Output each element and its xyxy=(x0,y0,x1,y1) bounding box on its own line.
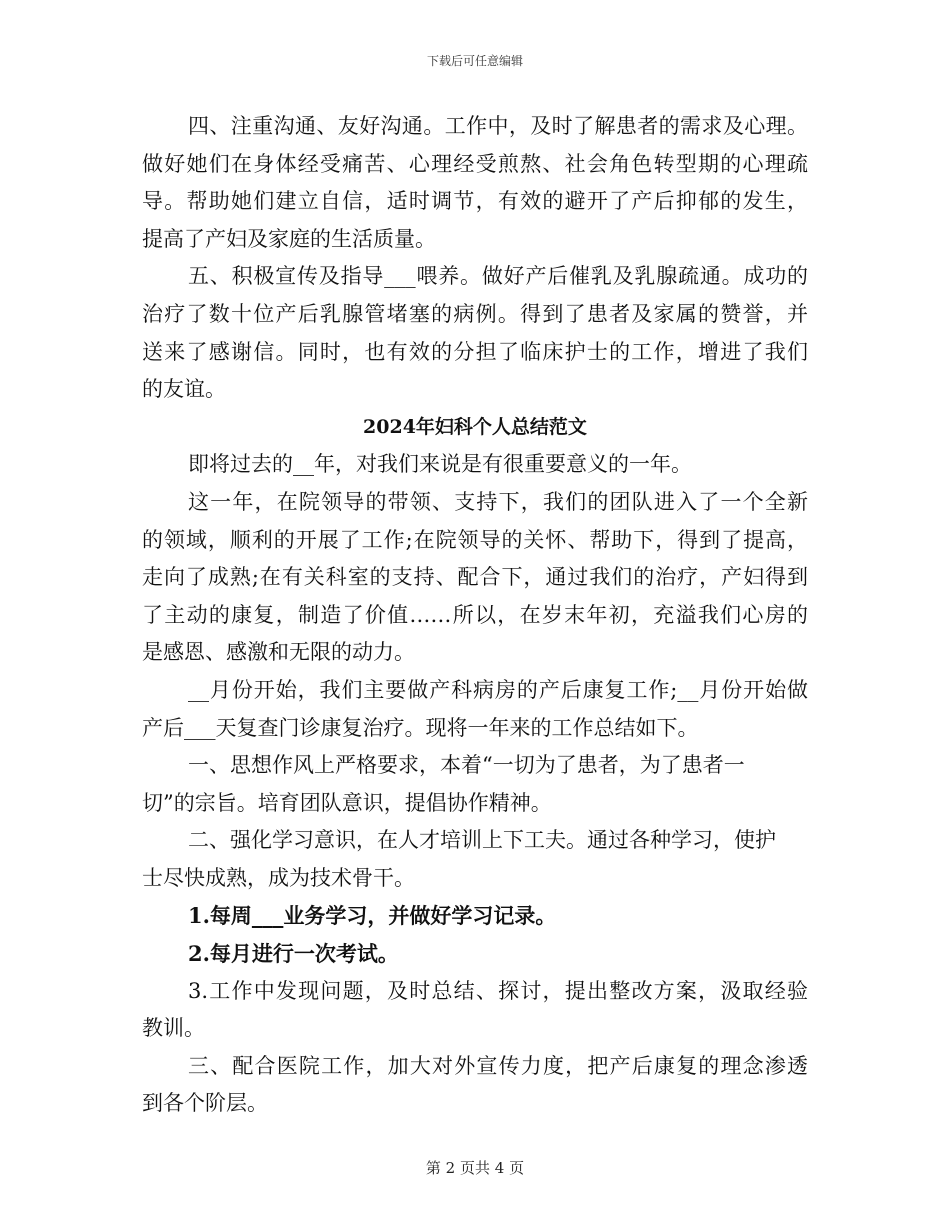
text-line: 提高了产妇及家庭的生活质量。 xyxy=(142,226,436,251)
text-line: 四、注重沟通、友好沟通。工作中，及时了解患者的需求及心理。 xyxy=(188,114,808,138)
text-line: 的友谊。 xyxy=(142,377,226,402)
text-line: 的领域，顺利的开展了工作;在院领导的关怀、帮助下，得到了提高， xyxy=(142,527,808,552)
page-footer: 第 2 页共 4 页 xyxy=(425,1159,525,1177)
text-line: 士尽快成熟，成为技术骨干。 xyxy=(142,865,415,890)
text-line: 五、积极宣传及指导___喂养。做好产后催乳及乳腺疏通。成功的 xyxy=(188,264,808,289)
page-header: 下载后可任意编辑 xyxy=(426,54,523,68)
text-line: __月份开始，我们主要做产科病房的产后康复工作;__月份开始做 xyxy=(188,677,808,702)
text-line: 走向了成熟;在有关科室的支持、配合下，通过我们的治疗，产妇得到 xyxy=(142,565,808,590)
text-line: 了主动的康复，制造了价值……所以，在岁末年初，充溢我们心房的 xyxy=(142,602,808,627)
text-line: 送来了感谢信。同时，也有效的分担了临床护士的工作，增进了我们 xyxy=(142,339,808,364)
text-line: 1.每周___业务学习，并做好学习记录。 xyxy=(188,903,557,929)
text-line: 治疗了数十位产后乳腺管堵塞的病例。得到了患者及家属的赞誉，并 xyxy=(142,301,808,326)
text-line: 教训。 xyxy=(142,1016,205,1041)
text-line: 产后___天复查门诊康复治疗。现将一年来的工作总结如下。 xyxy=(142,715,699,740)
section-title: 2024年妇科个人总结范文 xyxy=(363,415,587,438)
text-line: 三、配合医院工作，加大对外宣传力度，把产后康复的理念渗透 xyxy=(188,1053,808,1078)
text-line: 导。帮助她们建立自信，适时调节，有效的避开了产后抑郁的发生， xyxy=(142,189,808,214)
text-line: 一、思想作风上严格要求，本着“一切为了患者，为了患者一 xyxy=(188,753,745,778)
text-line: 到各个阶层。 xyxy=(142,1091,268,1116)
text-line: 二、强化学习意识，在人才培训上下工夫。通过各种学习，使护 xyxy=(188,828,776,853)
document-body xyxy=(142,108,808,1123)
text-line: 这一年，在院领导的带领、支持下，我们的团队进入了一个全新 xyxy=(188,489,808,514)
text-line: 3.工作中发现问题，及时总结、探讨，提出整改方案，汲取经验 xyxy=(188,978,808,1003)
text-line: 做好她们在身体经受痛苦、心理经受煎熬、社会角色转型期的心理疏 xyxy=(142,151,808,176)
text-line: 即将过去的__年，对我们来说是有很重要意义的一年。 xyxy=(188,452,692,477)
text-line: 是感恩、感激和无限的动力。 xyxy=(142,640,415,665)
text-line: 2.每月进行一次考试。 xyxy=(188,941,399,967)
text-line: 切”的宗旨。培育团队意识，提倡协作精神。 xyxy=(142,790,552,815)
